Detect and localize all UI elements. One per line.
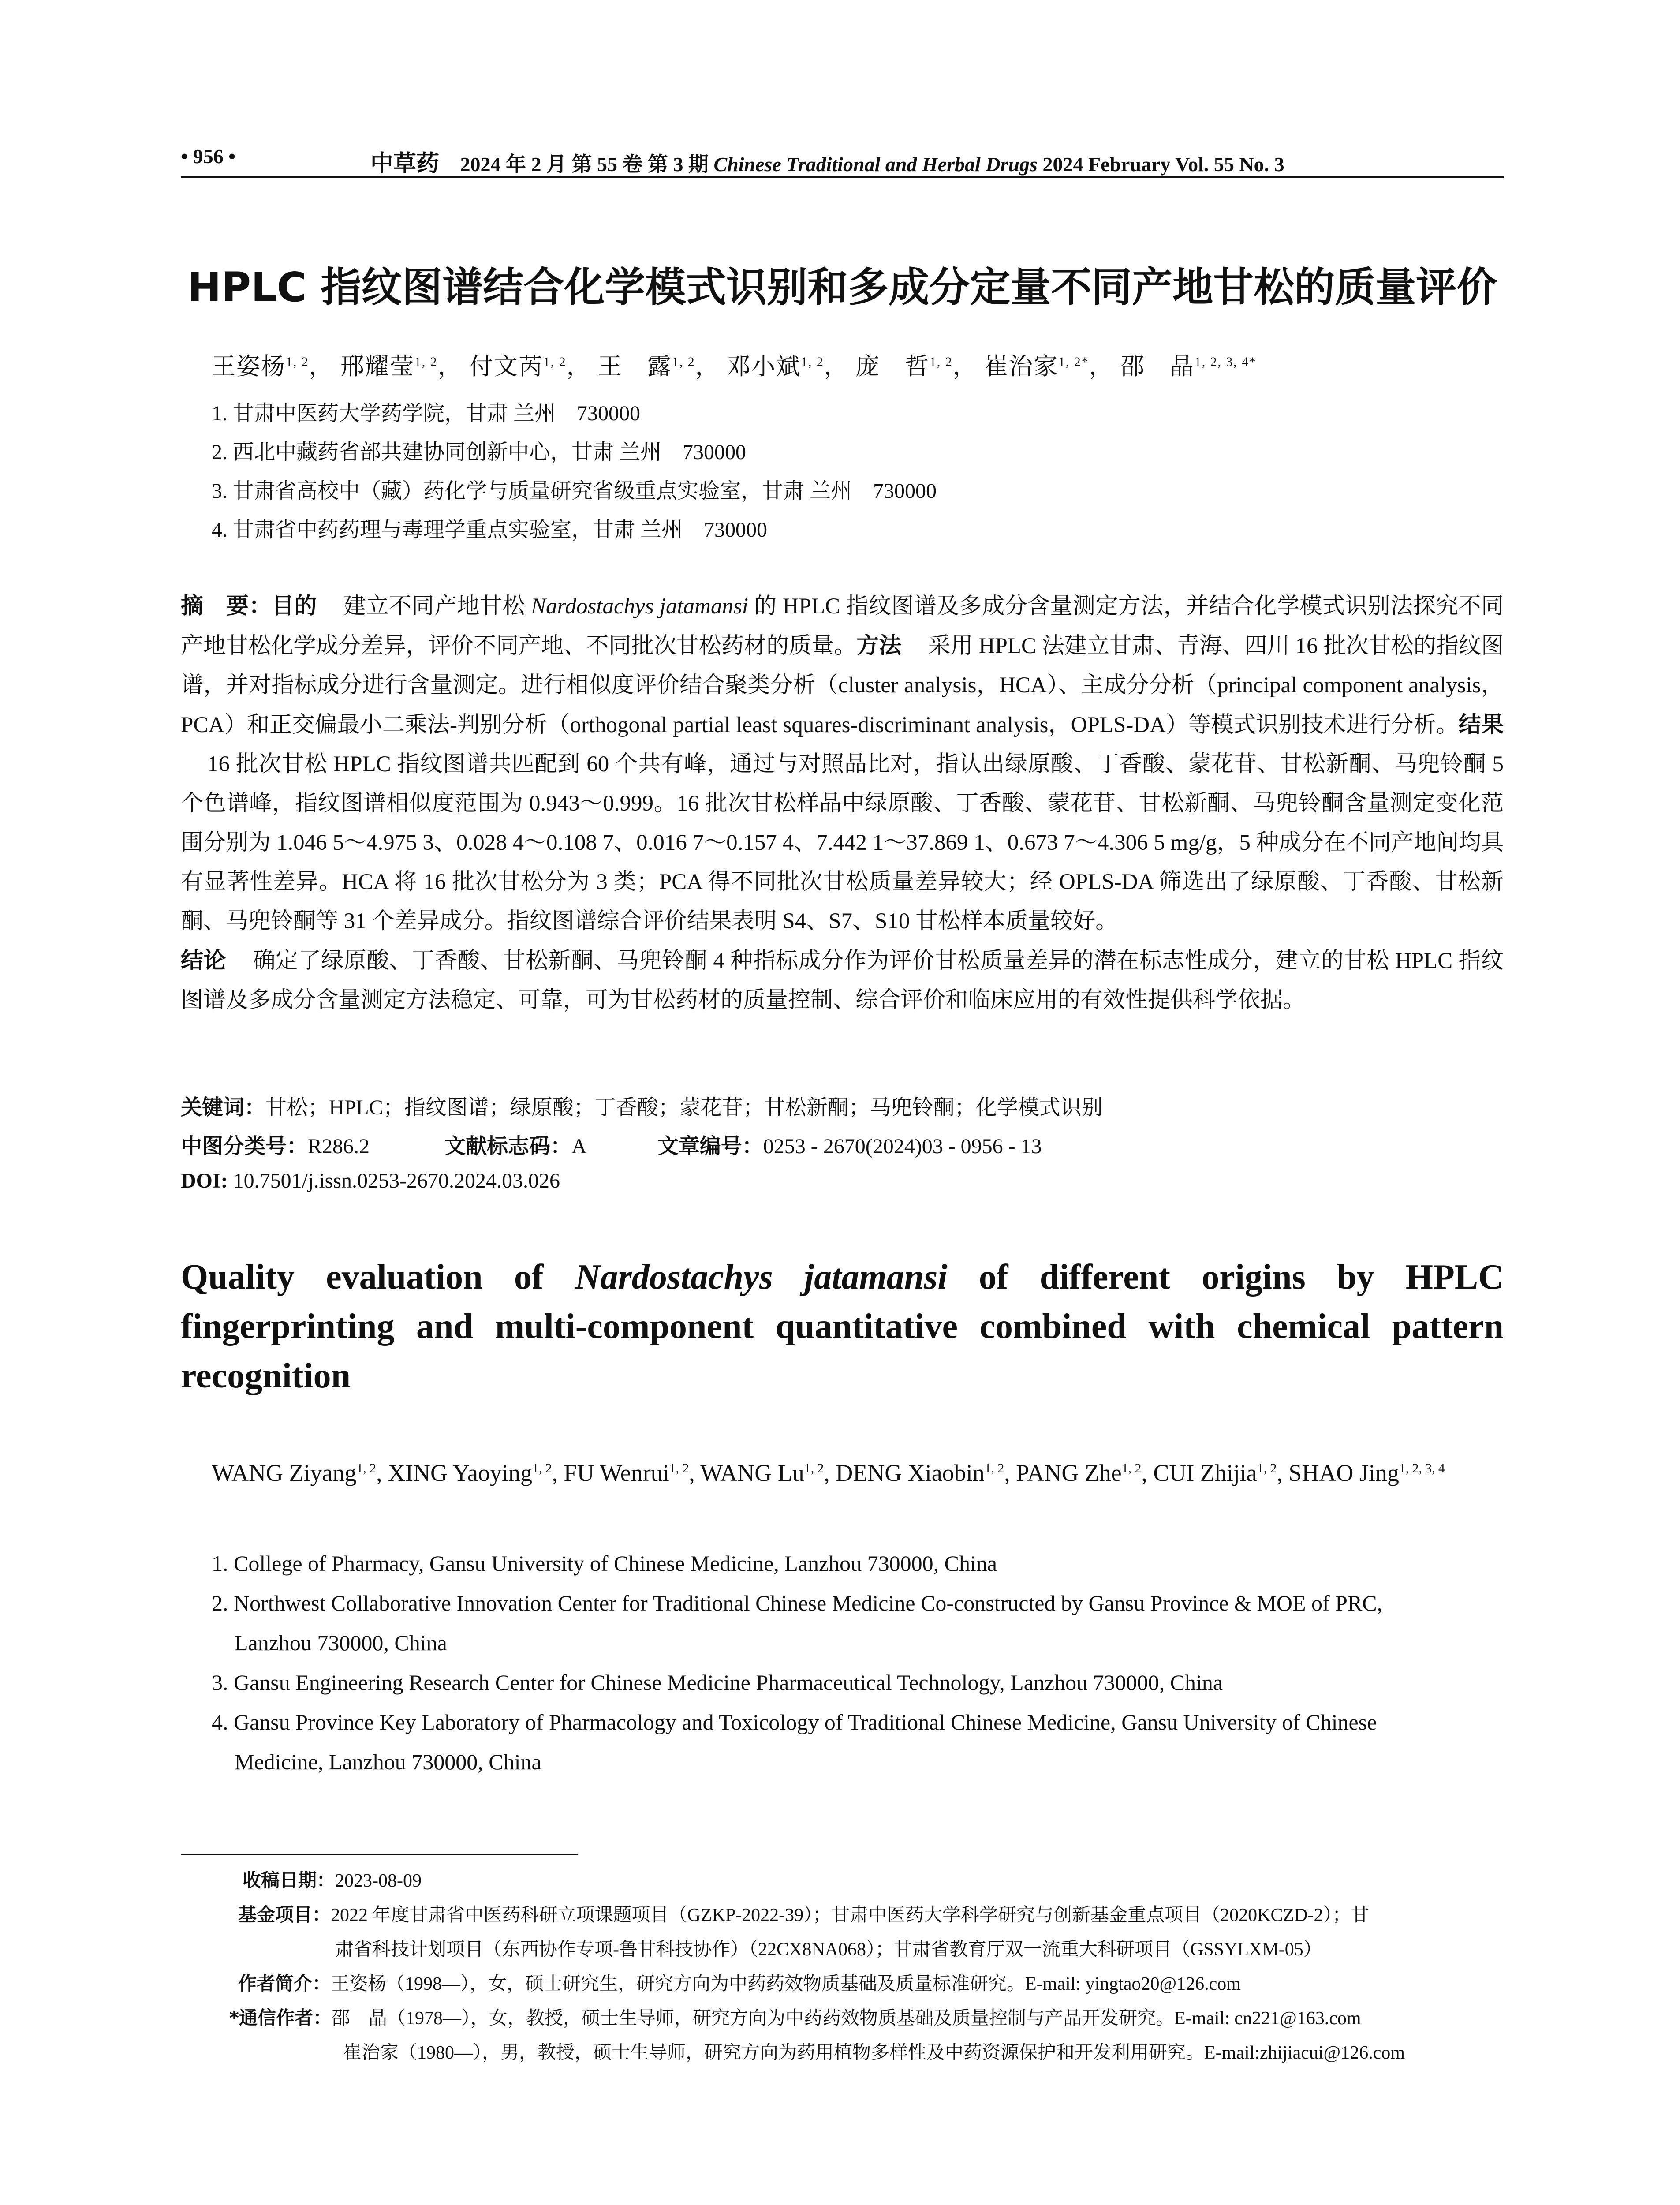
title-cn: HPLC 指纹图谱结合化学模式识别和多成分定量不同产地甘松的质量评价 <box>187 264 1497 311</box>
author-en: SHAO Jing$^{1, 2, 3, 4}$ <box>1288 1460 1445 1486</box>
footnote-corresponding: *通信作者：邵 晶（1978—），女，教授，硕士生导师，研究方向为中药药效物质基础及质量控制与产品开发研究。E-mail: cn221@163.com 崔治家（1980—），男，教授，硕士生导师，研究方向为药用植物多样性及中药资源保护和开发利用研究。E-mail:zhijiacui@126.com <box>229 2007 1405 2063</box>
author-en: DENG Xiaobin$^{1, 2}$, <box>836 1460 1010 1486</box>
author-cn: 邵 晶$^{1, 2, 3, 4*}$ <box>1120 353 1257 380</box>
issue-en: 2024 February Vol. 55 No. 3 <box>1042 153 1284 176</box>
author-cn: 付文芮$^{1, 2}$， <box>469 353 591 380</box>
footnote-received: 收稿日期：2023-08-09 <box>243 1869 422 1891</box>
header-rule <box>181 176 1504 178</box>
affiliation-en-2: 2. Northwest Collaborative Innovation Center for Traditional Chinese Medicine Co-constructed by Gansu Province & MOE of PRC, Lanzhou 730000, China <box>212 1591 1383 1655</box>
title-en-part1: Quality evaluation of <box>181 1258 544 1297</box>
authors-en <box>212 1454 1504 1492</box>
conclusion-label: 结论 <box>181 948 227 974</box>
journal-name-cn: 中草药 <box>370 151 440 176</box>
page-number: • 956 • <box>181 145 236 168</box>
objective-text: 建立不同产地甘松 <box>343 594 525 619</box>
classification-line <box>181 1129 1042 1159</box>
author-en: WANG Ziyang$^{1, 2}$, <box>212 1460 382 1486</box>
author-en: CUI Zhijia$^{1, 2}$, <box>1153 1460 1283 1486</box>
abstract-label: 摘 要： <box>181 593 272 619</box>
keywords-label: 关键词： <box>181 1095 266 1120</box>
affiliation-cn-4: 4. 甘肃省中药药理与毒理学重点实验室，甘肃 兰州 730000 <box>212 518 768 542</box>
affiliation-en-4: 4. Gansu Province Key Laboratory of Pharmacology and Toxicology of Traditional Chinese Medicine, Gansu University of Chinese Medicine, Lanzhou 730000, China <box>212 1710 1377 1774</box>
affiliation-cn-2: 2. 西北中藏药省部共建协同创新中心，甘肃 兰州 730000 <box>212 441 747 464</box>
issue-cn: 2024 年 2 月 第 55 卷 第 3 期 <box>460 153 709 176</box>
doi-line <box>181 1169 560 1193</box>
footnote-fund: 基金项目：2022 年度甘肃省中医药科研立项课题项目（GZKP-2022-39）；甘肃中医药大学科学研究与创新基金重点项目（2020KCZD-2）；甘 肃省科技计划项目（东西协作专项-鲁甘科技协作）（22CX8NA068）；甘肃省教育厅双一流重大科研项目（GSSYLXM-05） <box>238 1904 1370 1960</box>
methods-text: 采用 HPLC 法建立甘肃、青海、四川 16 批次甘松的指纹图谱，并对指标成分进行含量测定。进行相似度评价结合聚类分析（cluster analysis，HCA）、主成分分析（principal component analysis，PCA）和正交偏最小二乘法-判别分析（orthogonal partial least squares-discriminant analysis，OPLS-DA）等模式识别技术进行分析。 <box>181 634 1504 737</box>
author-cn: 崔治家$^{1, 2*}$， <box>984 353 1114 380</box>
keywords-value: 甘松；HPLC；指纹图谱；绿原酸；丁香酸；蒙花苷；甘松新酮；马兜铃酮；化学模式识别 <box>265 1096 1103 1119</box>
affiliation-cn-1: 1. 甘肃中医药大学药学院，甘肃 兰州 730000 <box>212 402 641 425</box>
author-en: FU Wenrui$^{1, 2}$, <box>564 1460 695 1486</box>
title-en <box>181 1252 1504 1401</box>
footnote-author: 作者简介：王姿杨（1998—），女，硕士研究生，研究方向为中药药效物质基础及质量标准研究。E-mail: yingtao20@126.com <box>238 1973 1241 1994</box>
conclusion-text: 确定了绿原酸、丁香酸、甘松新酮、马兜铃酮 4 种指标成分作为评价甘松质量差异的潜在标志性成分，建立的甘松 HPLC 指纹图谱及多成分含量测定方法稳定、可靠，可为甘松药材的质量控制、综合评价和临床应用的有效性提供科学依据。 <box>181 949 1504 1013</box>
journal-name-en: Chinese Traditional and Herbal Drugs <box>713 153 1038 176</box>
author-en: XING Yaoying$^{1, 2}$, <box>388 1460 558 1486</box>
species-name: Nardostachys jatamansi <box>530 594 748 619</box>
running-header <box>181 142 1504 176</box>
objective-label: 目的 <box>271 593 317 619</box>
author-cn: 王姿杨$^{1, 2}$， <box>212 353 334 380</box>
results-text: 16 批次甘松 HPLC 指纹图谱共匹配到 60 个共有峰，通过与对照品比对，指认出绿原酸、丁香酸、蒙花苷、甘松新酮、马兜铃酮 5 个色谱峰，指纹图谱相似度范围为 0.943～0.999。16 批次甘松样品中绿原酸、丁香酸、蒙花苷、甘松新酮、马兜铃酮含量测定变化范围分别为 1.046 5～4.975 3、0.028 4～0.108 7、0.016 7～0.157 4、7.442 1～37.869 1、0.673 7～4.306 5 mg/g，5 种成分在不同产地间均具有显著性差异。HCA 将 16 批次甘松分为 3 类；PCA 得不同批次甘松质量差异较大；经 OPLS-DA 筛选出了绿原酸、丁香酸、甘松新酮、马兜铃酮等 31 个差异成分。指纹图谱综合评价结果表明 S4、S7、S10 甘松样本质量较好。 <box>181 752 1504 934</box>
doc-code-label: 文献标志码： <box>444 1134 572 1159</box>
objective-text-2: 的 HPLC 指纹图谱及多成分含量测定方法，并结合化学模式识别法探究不同产地甘松化学成分差异，评价不同产地、不同批次甘松药材的质量。 <box>181 594 1504 658</box>
doi-label: DOI: <box>181 1169 228 1192</box>
affiliation-en-3: 3. Gansu Engineering Research Center for Chinese Medicine Pharmaceutical Technology, Lanzhou 730000, China <box>212 1670 1223 1695</box>
clc-value: R286.2 <box>308 1135 370 1158</box>
authors-cn <box>212 348 1257 381</box>
author-en: WANG Lu$^{1, 2}$, <box>700 1460 830 1486</box>
doi-value: 10.7501/j.issn.0253-2670.2024.03.026 <box>233 1169 560 1192</box>
abstract-cn <box>181 587 1504 1020</box>
footnote-rule <box>181 1854 578 1855</box>
keywords-line <box>181 1090 1103 1121</box>
author-cn: 王 露$^{1, 2}$， <box>598 353 720 380</box>
article-no-label: 文章编号： <box>657 1134 763 1159</box>
clc-label: 中图分类号： <box>181 1134 308 1159</box>
affiliation-cn-3: 3. 甘肃省高校中（藏）药化学与质量研究省级重点实验室，甘肃 兰州 730000 <box>212 479 937 503</box>
author-cn: 邢耀莹$^{1, 2}$， <box>340 353 463 380</box>
journal-line <box>370 145 1284 178</box>
paper-page <box>181 0 1504 2205</box>
affiliation-en-1: 1. College of Pharmacy, Gansu University of Chinese Medicine, Lanzhou 730000, China <box>212 1551 997 1576</box>
methods-label: 方法 <box>856 633 902 659</box>
title-en-part2: of different origins by HPLC fingerprinting and multi-component quantitative combined with chemical pattern recognition <box>181 1258 1504 1395</box>
doc-code-value: A <box>571 1135 587 1158</box>
article-no-value: 0253 - 2670(2024)03 - 0956 - 13 <box>763 1135 1042 1158</box>
author-cn: 庞 哲$^{1, 2}$， <box>855 353 978 380</box>
author-en: PANG Zhe$^{1, 2}$, <box>1016 1460 1147 1486</box>
title-en-species: Nardostachys jatamansi <box>575 1258 948 1297</box>
results-label: 结果 <box>1458 712 1504 738</box>
author-cn: 邓小斌$^{1, 2}$， <box>727 353 849 380</box>
